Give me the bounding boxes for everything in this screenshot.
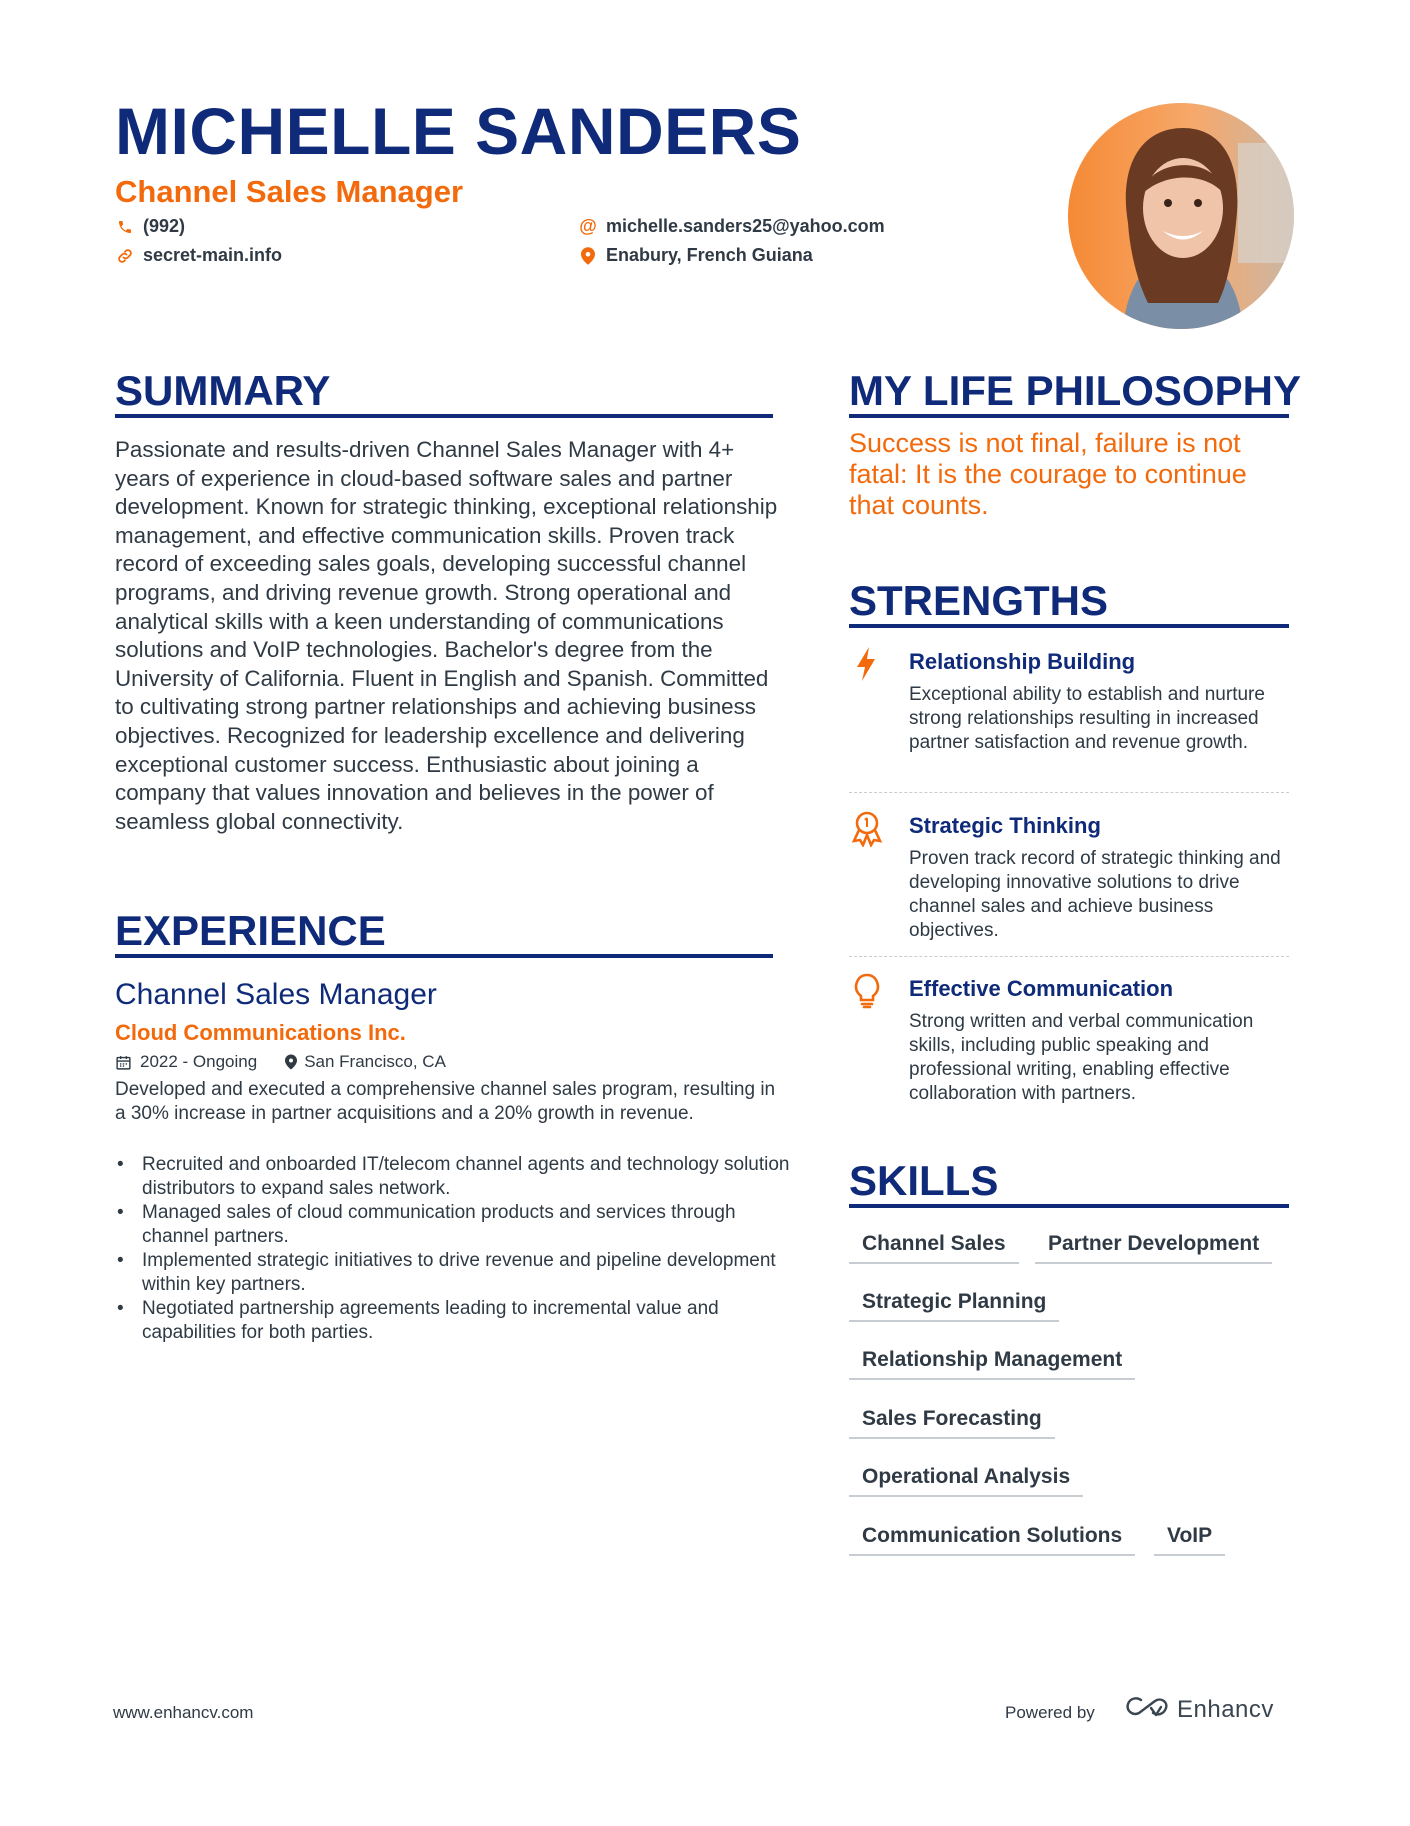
phone-icon	[115, 217, 135, 237]
experience-role: Channel Sales Manager	[115, 978, 437, 1011]
strength-description: Exceptional ability to establish and nurture strong relationships resulting in increased partner satisfaction and revenue growth.	[909, 684, 1265, 753]
strength-description: Proven track record of strategic thinking and developing innovative solutions to drive channel sales and achieve business objectives.	[909, 848, 1281, 941]
lightning-icon	[849, 645, 885, 681]
contact-website[interactable]	[115, 245, 282, 266]
skill-tag: Channel Sales	[849, 1232, 1019, 1264]
website-text[interactable]: secret-main.info	[143, 245, 283, 265]
experience-bullets	[115, 1153, 795, 1345]
candidate-title: Channel Sales Manager	[115, 174, 464, 209]
divider	[849, 792, 1289, 793]
experience-heading: EXPERIENCE	[115, 907, 386, 954]
strength-title: Strategic Thinking	[909, 813, 1101, 838]
location-text: Enabury, French Guiana	[606, 245, 813, 265]
enhancv-logo-icon	[1125, 1694, 1169, 1725]
experience-description: Developed and executed a comprehensive channel sales program, resulting in a 30% increase in partner acquisitions and a 20% growth in revenue.	[115, 1079, 776, 1124]
skills-heading: SKILLS	[849, 1157, 999, 1204]
email-text[interactable]: michelle.sanders25@yahoo.com	[606, 216, 885, 236]
brand-logo[interactable]	[1125, 1694, 1274, 1725]
lightbulb-icon	[849, 972, 885, 1008]
candidate-name: MICHELLE SANDERS	[115, 94, 802, 168]
at-icon: @	[579, 216, 597, 236]
experience-divider	[115, 954, 773, 958]
philosophy-divider	[849, 414, 1289, 418]
philosophy-quote: Success is not final, failure is not fatal: It is the courage to continue that counts.	[849, 428, 1247, 520]
phone-text: (992)	[143, 216, 186, 236]
experience-location: San Francisco, CA	[304, 1052, 446, 1071]
list-item: • Recruited and onboarded IT/telecom channel agents and technology solution distributors to expand sales network.	[115, 1153, 795, 1201]
contact-email[interactable]	[578, 216, 885, 237]
divider	[849, 956, 1289, 957]
profile-photo	[1068, 103, 1294, 329]
strengths-divider	[849, 624, 1289, 628]
skill-tag: Strategic Planning	[849, 1290, 1059, 1322]
experience-meta	[115, 1052, 446, 1072]
calendar-icon	[115, 1054, 132, 1071]
powered-by-text: Powered by	[1005, 1703, 1095, 1722]
contact-location	[578, 245, 813, 266]
summary-heading: SUMMARY	[115, 367, 331, 414]
strengths-heading: STRENGTHS	[849, 577, 1109, 624]
experience-company: Cloud Communications Inc.	[115, 1020, 406, 1045]
skill-tag: Communication Solutions	[849, 1524, 1135, 1556]
summary-divider	[115, 414, 773, 418]
map-pin-icon	[285, 1054, 297, 1070]
link-icon	[115, 246, 135, 266]
list-item: • Implemented strategic initiatives to drive revenue and pipeline development within key partners.	[115, 1249, 795, 1297]
experience-dates: 2022 - Ongoing	[140, 1052, 258, 1071]
list-item: • Managed sales of cloud communication products and services through channel partners.	[115, 1201, 795, 1249]
skill-tag: Partner Development	[1035, 1232, 1272, 1264]
summary-text: Passionate and results-driven Channel Sales Manager with 4+ years of experience in cloud-based software sales and partner development. Known for strategic thinking, exceptional relationship management, and effective communication skills. Proven track record of exceeding sales goals, developing successful channel programs, and driving revenue growth. Strong operational and analytical skills with a keen understanding of communications solutions and VoIP technologies. Bachelor's degree from the University of California. Fluent in English and Spanish. Committed to cultivating strong partner relationships and achieving business objectives. Recognized for leadership excellence and delivering exceptional customer success. Enthusiastic about joining a company that values innovation and believes in the power of seamless global connectivity.	[115, 437, 778, 834]
contact-phone	[115, 216, 185, 237]
skill-tag: Sales Forecasting	[849, 1407, 1055, 1439]
skill-tag: Operational Analysis	[849, 1465, 1083, 1497]
skill-tag: Relationship Management	[849, 1348, 1135, 1380]
award-ribbon-icon	[849, 809, 885, 845]
list-item: • Negotiated partnership agreements leading to incremental value and capabilities for both parties.	[115, 1297, 795, 1345]
skill-tag: VoIP	[1154, 1524, 1225, 1556]
skills-divider	[849, 1204, 1289, 1208]
brand-name: Enhancv	[1177, 1695, 1274, 1723]
footer-url[interactable]: www.enhancv.com	[113, 1703, 254, 1722]
strength-title: Relationship Building	[909, 649, 1136, 674]
strength-description: Strong written and verbal communication skills, including public speaking and professional writing, enabling effective collaboration with partners.	[909, 1011, 1254, 1104]
philosophy-heading: MY LIFE PHILOSOPHY	[849, 367, 1301, 414]
strength-title: Effective Communication	[909, 976, 1174, 1001]
map-pin-icon	[578, 246, 598, 266]
